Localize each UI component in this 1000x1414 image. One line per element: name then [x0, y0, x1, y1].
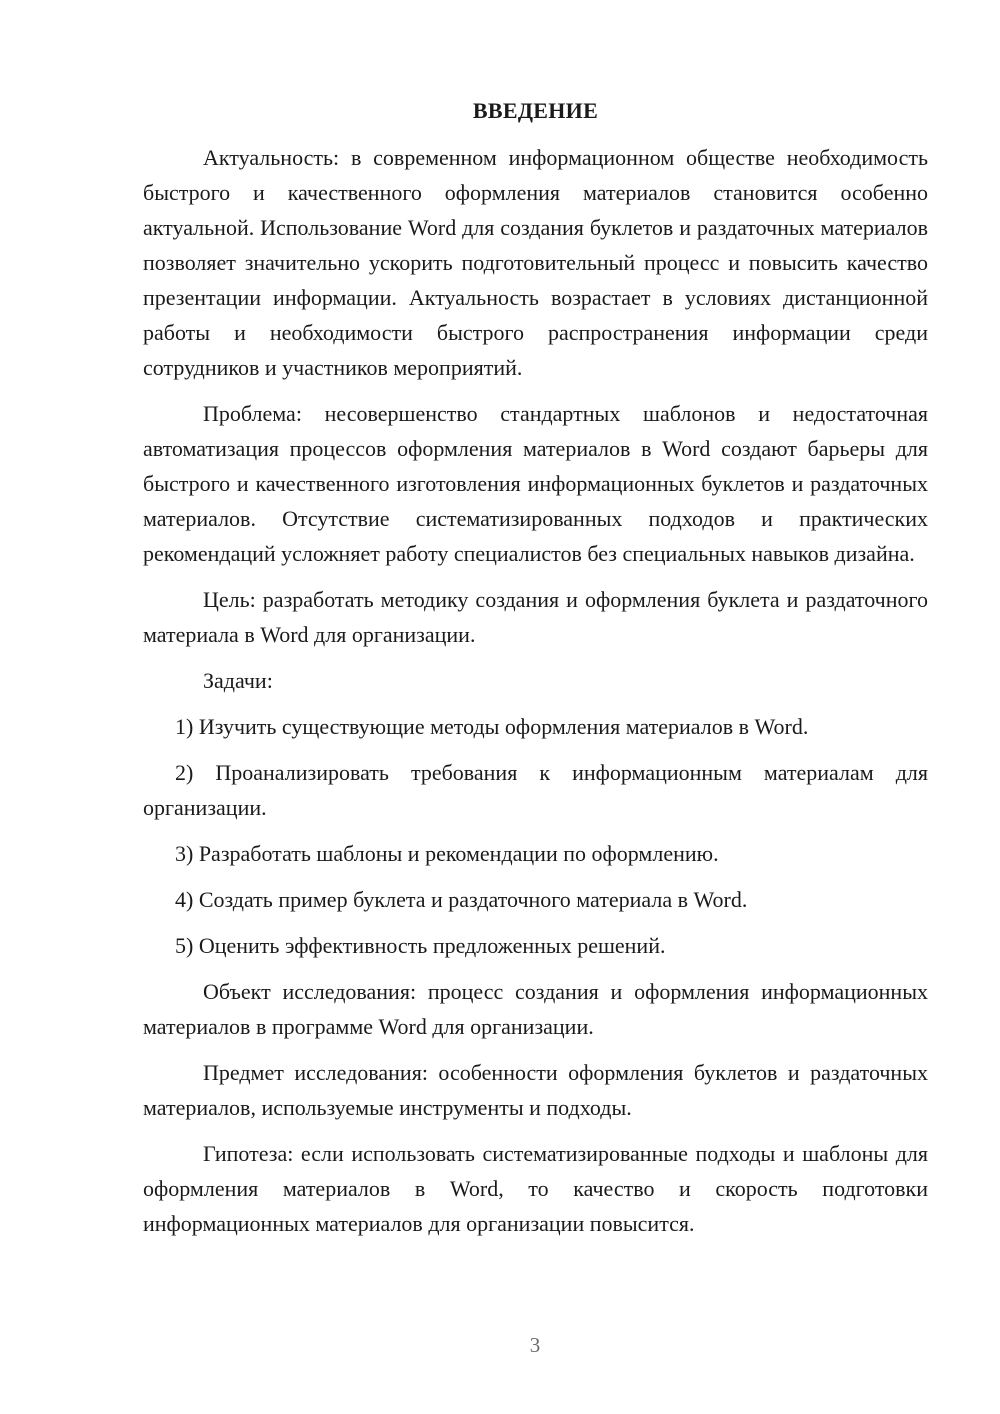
- paragraph-object: Объект исследования: процесс создания и оформления информационных материалов в программе Word для организации.: [143, 979, 928, 1039]
- task-item-1: 1) Изучить существующие методы оформления материалов в Word.: [175, 714, 809, 739]
- task-item-3: 3) Разработать шаблоны и рекомендации по оформлению.: [175, 841, 719, 866]
- task-item-2: 2) Проанализировать требования к информационным материалам для организации.: [143, 760, 928, 820]
- page-body: [143, 96, 928, 1252]
- paragraph-tasks-heading: Задачи:: [203, 668, 273, 693]
- paragraph-problem: Проблема: несовершенство стандартных шаблонов и недостаточная автоматизация процессов оформления материалов в Word создают барьеры для быстрого и качественного изготовления информационных буклетов и раздаточных материалов. Отсутствие систематизированных подходов и практических рекомендаций усложняет работу специалистов без специальных навыков дизайна.: [143, 401, 928, 566]
- task-item-5: 5) Оценить эффективность предложенных решений.: [175, 933, 666, 958]
- section-title: ВВЕДЕНИЕ: [472, 98, 599, 123]
- paragraph-hypothesis: Гипотеза: если использовать систематизированные подходы и шаблоны для оформления материалов в Word, то качество и скорость подготовки информационных материалов для организации повысится.: [143, 1141, 928, 1236]
- paragraph-subject: Предмет исследования: особенности оформления буклетов и раздаточных материалов, используемые инструменты и подходы.: [143, 1060, 928, 1120]
- paragraph-relevance: Актуальность: в современном информационном обществе необходимость быстрого и качественного оформления материалов становится особенно актуальной. Использование Word для создания буклетов и раздаточных материалов позволяет значительно ускорить подготовительный процесс и повысить качество презентации информации. Актуальность возрастает в условиях дистанционной работы и необходимости быстрого распространения информации среди сотрудников и участников мероприятий.: [143, 145, 928, 380]
- task-item-4: 4) Создать пример буклета и раздаточного материала в Word.: [175, 887, 748, 912]
- page-number: 3: [529, 1333, 541, 1357]
- paragraph-goal: Цель: разработать методику создания и оформления буклета и раздаточного материала в Word для организации.: [143, 587, 928, 647]
